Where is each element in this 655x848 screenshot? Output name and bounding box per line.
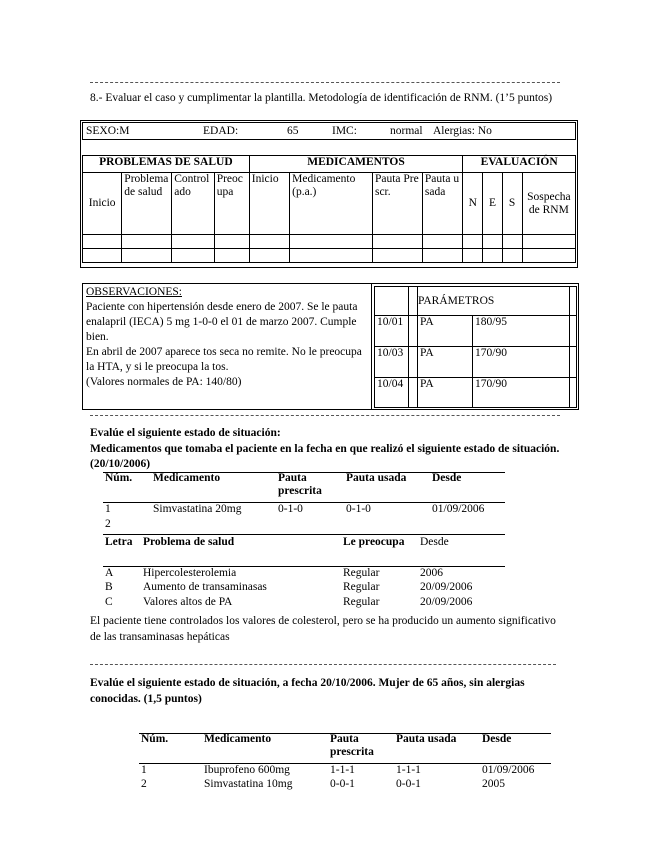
parametro-date: 10/01 [375,316,409,347]
col-sospecha-rnm: Sospecha de RNM [522,173,575,235]
imc-label: IMC: [332,125,357,137]
table-row [139,778,551,793]
table-row [103,566,505,581]
case2-med-table [139,733,551,793]
col-problema-salud: Problema de salud [122,173,172,235]
table-row [103,581,505,596]
prob-preocupa: Regular [343,566,380,579]
parametro-row [375,378,577,408]
parametro-value: 170/90 [473,378,570,408]
case1-subtitle: Medicamentos que tomaba el paciente en la fecha en que realizó el siguiente estado de situación. (20/10/2006) [90,443,560,470]
med-prescrita: 0-1-0 [278,502,303,515]
parametros-title: PARÁMETROS [418,287,570,316]
col-e: E [483,173,502,235]
separator-bottom [90,664,556,665]
col-preocupa: Preocupa [214,173,249,235]
med-header-medicamento: Medicamento [204,733,272,745]
col-inicio-medicamento: Inicio [249,173,289,235]
parametro-row [375,316,577,347]
prob-header-desde: Desde [420,536,449,548]
group-header-medicamentos: MEDICAMENTOS [249,156,463,173]
case2-med-top-rule [139,733,551,734]
med-header-usada: Pauta usada [346,472,407,484]
med-header-prescrita: Pauta prescrita [330,733,374,758]
rnm-template-table [82,155,576,263]
med-header-usada: Pauta usada [396,733,457,745]
med-name: Ibuprofeno 600mg [204,763,290,776]
med-desde: 2005 [482,778,505,790]
med-name [151,518,276,534]
observaciones-line: Paciente con hipertensión desde enero de 2007. Se le pauta enalapril (IECA) 5 mg 1-0-0 el 01 de marzo 2007. Cumple bien. [86,301,358,343]
case1-problem-table [103,536,505,611]
parametro-row [375,347,577,378]
prob-name: Aumento de transaminasas [143,581,267,593]
parametros-table [374,286,577,408]
prob-desde: 20/09/2006 [420,581,473,593]
template-empty-row [83,235,576,249]
parametro-name: PA [418,347,473,378]
col-s: S [502,173,522,235]
med-desde: 01/09/2006 [482,763,535,776]
med-num: 1 [105,502,111,515]
edad-label: EDAD: [203,125,239,137]
med-desde [430,518,505,534]
prob-desde: 20/09/2006 [420,596,473,608]
prob-preocupa: Regular [343,581,380,593]
sexo-label: SEXO:M [86,125,130,137]
med-usada [344,518,430,534]
parametro-date: 10/04 [375,378,409,408]
prob-header-preocupa: Le preocupa [343,536,405,548]
med-usada: 1-1-1 [396,763,421,776]
group-header-problemas: PROBLEMAS DE SALUD [83,156,250,173]
med-header-num: Núm. [141,733,169,745]
med-prescrita: 1-1-1 [330,763,355,776]
template-empty-row [83,249,576,263]
table-row [103,518,505,534]
med-num: 1 [141,763,147,776]
med-usada: 0-0-1 [396,778,421,790]
alergias: Alergias: No [433,125,492,137]
prob-desde: 2006 [420,566,443,579]
observaciones-box [82,283,372,410]
parametro-date: 10/03 [375,347,409,378]
col-n: N [463,173,483,235]
med-prescrita [276,518,344,534]
med-header-prescrita: Pauta prescrita [278,472,322,497]
prob-letra: C [105,596,113,608]
prob-letra: A [105,566,114,579]
group-header-evaluacion: EVALUACIÓN [463,156,576,173]
case1-med-top-rule [103,472,505,473]
parametro-value: 170/90 [473,347,570,378]
med-header-num: Núm. [105,472,133,484]
observaciones-line: (Valores normales de PA: 140/80) [86,376,242,388]
prob-letra: B [105,581,113,593]
table-row [103,596,505,611]
col-medicamento: Medicamento (p.a.) [290,173,373,235]
prob-name: Hipercolesterolemia [143,566,237,579]
parametro-name: PA [418,378,473,408]
prob-name: Valores altos de PA [143,596,233,608]
edad-value: 65 [287,125,299,137]
case1-title: Evalúe el siguiente estado de situación: [90,427,281,439]
imc-value: normal [390,125,423,137]
col-inicio-problema: Inicio [83,173,122,235]
case2-title: Evalúe el siguiente estado de situación, a fecha 20/10/2006. Mujer de 65 años, sin alergias conocidas. (1,5 puntos) [90,677,525,705]
separator-middle [90,415,560,416]
parametro-name: PA [418,316,473,347]
med-name: Simvastatina 20mg [153,502,242,515]
prob-header-letra: Letra [105,536,133,548]
table-row [103,502,505,518]
med-header-desde: Desde [482,733,512,745]
prob-preocupa: Regular [343,596,380,608]
med-prescrita: 0-0-1 [330,778,355,790]
med-usada: 0-1-0 [346,502,371,515]
col-pauta-usada: Pauta usada [422,173,462,235]
question-8-text: 8.- Evaluar el caso y cumplimentar la plantilla. Metodología de identificación de RNM. (1’5 puntos) [90,92,553,104]
med-header-desde: Desde [432,472,462,484]
observaciones-line: En abril de 2007 aparece tos seca no remite. No le preocupa la HTA, y si le preocupa la tos. [86,346,362,373]
med-num: 2 [141,778,147,790]
med-desde: 01/09/2006 [432,502,485,515]
separator-top [90,82,560,83]
col-pauta-prescrita: Pauta Prescr. [372,173,422,235]
col-controlado: Controlado [172,173,214,235]
case1-med-table [103,472,505,535]
prob-header-problema: Problema de salud [143,536,235,548]
med-header-medicamento: Medicamento [153,472,221,484]
med-num: 2 [105,518,111,530]
observaciones-title: OBSERVACIONES: [86,286,182,298]
case1-note: El paciente tiene controlados los valores de colesterol, pero se ha producido un aumento significativo de las transaminasas hepáticas [90,615,556,643]
parametro-value: 180/95 [473,316,570,347]
med-name: Simvastatina 10mg [204,778,293,790]
table-row [139,763,551,778]
